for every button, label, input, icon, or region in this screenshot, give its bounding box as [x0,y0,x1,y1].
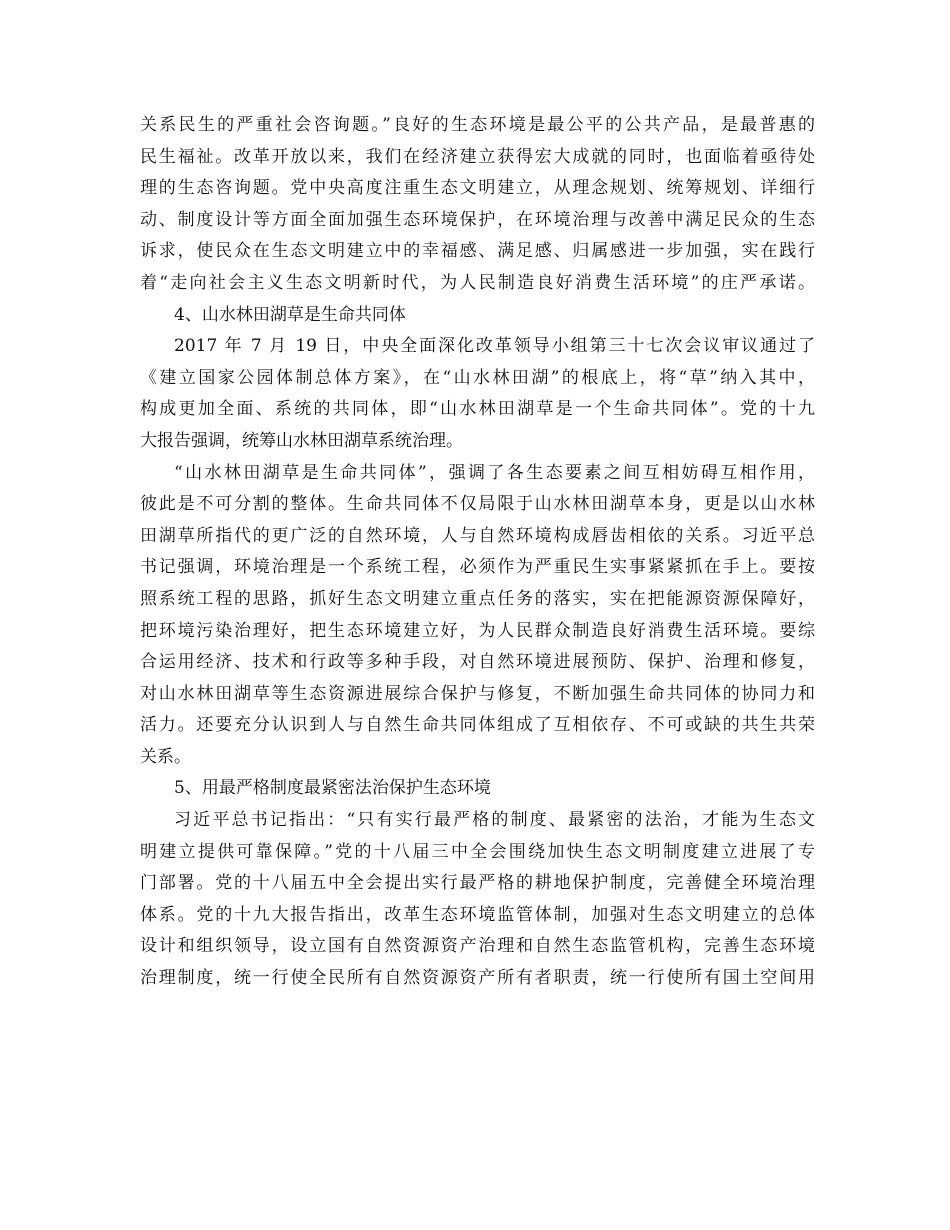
paragraph-line: 动、制度设计等方面全面加强生态环境保护，在环境治理与改善中满足民众的生态 [140,209,815,230]
paragraph-line: 着“走向社会主义生态文明新时代，为人民制造良好消费生活环境”的庄严承诺。 [140,272,815,293]
paragraph-line: 治理制度，统一行使全民所有自然资源资产所有者职责，统一行使所有国土空间用 [140,968,815,989]
paragraph-line: 大报告强调，统筹山水林田湖草系统治理。 [140,430,463,451]
paragraph-line: 明建立提供可靠保障。”党的十八届三中全会围绕加快生态文明制度建立进展了专 [140,841,815,862]
paragraph-line: 民生福祉。改革开放以来，我们在经济建立获得宏大成就的同时，也面临着亟待处 [140,146,815,167]
paragraph-line: 诉求，使民众在生态文明建立中的幸福感、满足感、归属感进一步加强，实在践行 [140,241,815,262]
paragraph-line: 《建立国家公园体制总体方案》，在“山水林田湖”的根底上，将“草”纳入其中， [140,367,815,388]
paragraph-line: 合运用经济、技术和行政等多种手段，对自然环境进展预防、保护、治理和修复， [140,652,815,673]
paragraph-line: 构成更加全面、系统的共同体，即“山水林田湖草是一个生命共同体”。党的十九 [140,399,815,420]
paragraph-line: 把环境污染治理好，把生态环境建立好，为人民群众制造良好消费生活环境。要综 [140,620,815,641]
paragraph-line: 田湖草所指代的更广泛的自然环境，人与自然环境构成唇齿相依的关系。习近平总 [140,525,815,546]
paragraph-line: 书记强调，环境治理是一个系统工程，必须作为严重民生实事紧紧抓在手上。要按 [140,557,815,578]
paragraph-line: 习近平总书记指出：“只有实行最严格的制度、最紧密的法治，才能为生态文 [174,810,815,831]
paragraph-line: 体系。党的十九大报告指出，改革生态环境监管体制，加强对生态文明建立的总体 [140,904,815,925]
paragraph-line: 对山水林田湖草等生态资源进展综合保护与修复，不断加强生命共同体的协同力和 [140,683,815,704]
section-heading: 4、山水林田湖草是生命共同体 [174,304,406,325]
paragraph-line: 理的生态咨询题。党中央高度注重生态文明建立，从理念规划、统筹规划、详细行 [140,178,815,199]
paragraph-line: 门部署。党的十八届五中全会提出实行最严格的耕地保护制度，完善健全环境治理 [140,873,815,894]
paragraph-line: 关系。 [140,746,191,767]
paragraph-line: “山水林田湖草是生命共同体”，强调了各生态要素之间互相妨碍互相作用， [174,462,815,483]
paragraph-line: 2017 年 7 月 19 日，中央全面深化改革领导小组第三十七次会议审议通过了 [174,336,815,357]
paragraph-line: 照系统工程的思路，抓好生态文明建立重点任务的落实，实在把能源资源保障好， [140,588,815,609]
paragraph-line: 关系民生的严重社会咨询题。”良好的生态环境是最公平的公共产品，是最普惠的 [140,115,815,135]
paragraph-line: 彼此是不可分割的整体。生命共同体不仅局限于山水林田湖草本身，更是以山水林 [140,494,815,515]
section-heading: 5、用最严格制度最紧密法治保护生态环境 [174,778,491,799]
paragraph-line: 设计和组织领导，设立国有自然资源资产治理和自然生态监管机构，完善生态环境 [140,936,815,957]
paragraph-line: 活力。还要充分认识到人与自然生命共同体组成了互相依存、不可或缺的共生共荣 [140,715,815,736]
document-page [140,110,815,995]
